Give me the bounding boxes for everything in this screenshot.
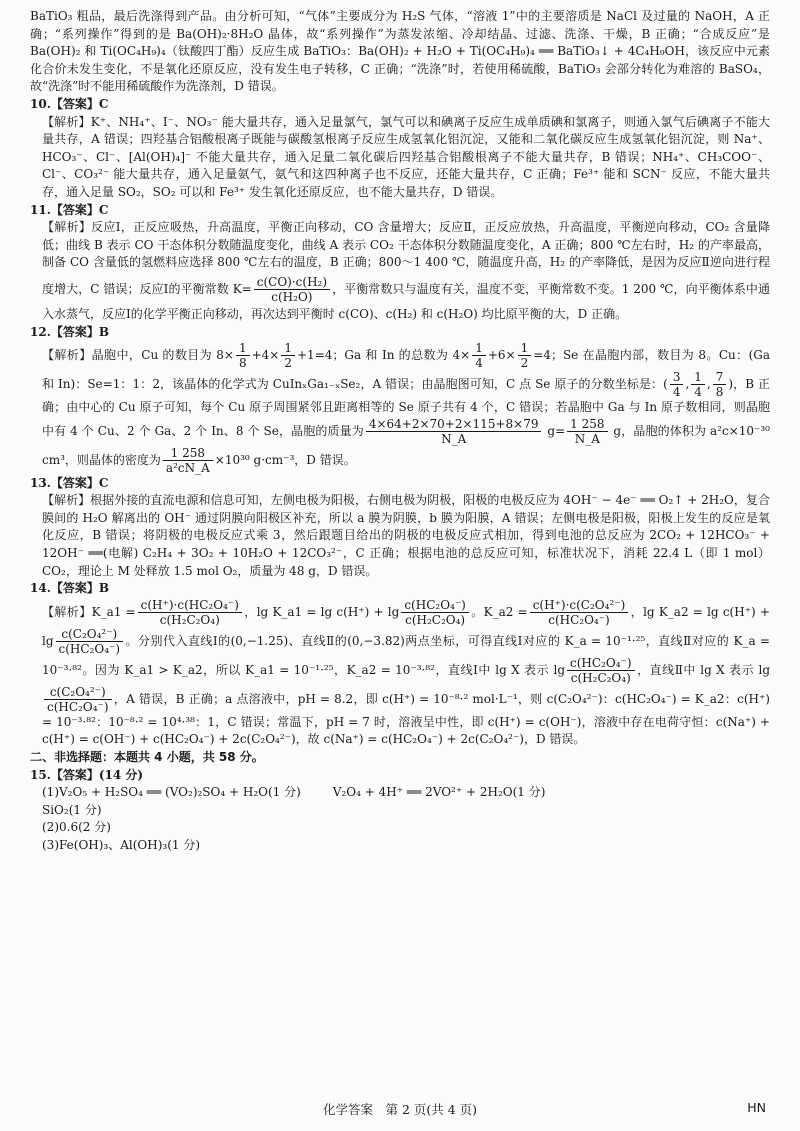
q14-text-3: 。K_a2 = — [470, 604, 528, 619]
frac-den: c(HC₂O₄⁻) — [47, 699, 109, 714]
page-content — [30, 8, 770, 855]
q15-line-2: SiO₂(1 分) — [42, 802, 102, 817]
q12-text-8: g，晶胞的体积为 a²c×10⁻³⁰ cm³，则晶体的密度为 — [42, 423, 770, 467]
q12-text-7: g= — [543, 423, 566, 438]
q11-k-prefix: K= — [232, 281, 252, 296]
q12-text-2: +4× — [251, 348, 280, 363]
q11-analysis — [30, 219, 770, 323]
frac-num: 1 — [691, 370, 705, 385]
q11-text-a: 【解析】反应Ⅰ，正反应吸热，升高温度，平衡正向移动，CO 含量增大；反应Ⅱ，正反应放热，升高温度，平衡逆向移动，CO₂ 含量降低；曲线 B 表示 CO 干态体积分数随温度变化，曲线 A 表示 CO₂ 干态体积分数随温度变化，A 正确；800 ℃左右时，H₂ 的产率最高，制备 CO 含量低的氢燃料应选择 800 ℃左右的温度，B 正确；800～1 400 ℃，随温度升高，H₂ 的产率降低，是因为反应Ⅱ逆向进行程度增大，C 错误；反应Ⅰ的平衡常数 — [42, 220, 770, 296]
q12-text-3: +1=4；Ga 和 In 的总数为 4× — [297, 348, 471, 363]
q14-text-2: ，lg K_a1 = lg c(H⁺) + lg — [243, 604, 400, 619]
q14-text-5: lg c(H⁺) + lg — [42, 604, 770, 648]
frac-den: 8 — [238, 356, 247, 371]
frac-num: c(C₂O₄²⁻) — [44, 685, 112, 700]
q14-text-7: ，直线Ⅱ中 lg X 表示 lg — [636, 662, 770, 677]
q10-analysis: 【解析】K⁺、NH₄⁺、I⁻、NO₃⁻ 能大量共存，通入足量氯气，氯气可以和碘离子反应生成单质碘和氯离子，则通入氯气后碘离子不能大量共存，A 错误；四羟基合铝酸根离子既能与碳酸氢根离子反应生成氢氧化铝沉淀，又能和二氧化碳反应生成氢氧化铝沉淀，则 Na⁺、HCO₃⁻、Cl⁻、[Al(OH)₄]⁻ 不能大量共存，通入足量二氧化碳后四羟基合铝酸根离子不能大量共存，B 错误；NH₄⁺、CH₃COO⁻、Cl⁻、CO₃²⁻ 能大量共存，通入足量氨气，氨气和这四种离子也不反应，还能大量共存，C 正确；Fe³⁺ 能和 SCN⁻ 反应，不能大量共存，通入足量 SO₂，SO₂ 可以和 Fe³⁺ 发生氧化还原反应，也不能大量共存，D 错误。 — [42, 114, 770, 199]
frac-num: c(HC₂O₄⁻) — [401, 598, 469, 613]
frac-num: 1 — [236, 341, 250, 356]
frac-den: c(H₂C₂O₄) — [405, 612, 466, 627]
frac-num: 1 — [518, 341, 532, 356]
q11-k-numerator: c(CO)·c(H₂) — [254, 275, 330, 290]
frac-num: c(H⁺)·c(HC₂O₄⁻) — [138, 598, 242, 613]
q11-text-b: ，平衡常数只与温度有关，温度不变，平衡常数不变。1 200 ℃，向平衡体系中通入水蒸气，反应Ⅰ的化学平衡正向移动，再次达到平衡时 c(CO)、c(H₂) 和 c(H₂O) 均比原平衡的大，D 正确。 — [42, 281, 770, 321]
q12-analysis: 【解析】晶胞中，Cu 的数目为 8× $\frac{1}{8}$ +4× $\frac{1}{2}$ +1=4；Ga 和 In 的总数为 4× $\frac{1}{4}$ +6× $\frac{1}{2}$ =4；Se 在晶胞内部，数目为 8。Cu：(Ga 和 In)：Se=1：1：2，该晶体的化学式为 CuInₓGa₁₋ₓSe₂，A 错误；由晶胞图可知，C 点 Se 原子的分数坐标是：( $\frac{3}{4}$ , $\frac{1}{4}$ , $\frac{7}{8}$ )，B 正确；由中心的 Cu 原子可知，每个 Cu 原子周围紧邻且距离相等的 Se 原子共有 4 个，C 错误；若晶胞中 Ga 与 In 原子数相同，则晶胞中有 4 个 Cu、2 个 Ga、2 个 In、8 个 Se，晶胞的质量为 $\frac{4\times 64+2\times 70+2\times 115+8\times 79}{N\_A}$ g= $\frac{1 258}{N\_A}$ g，晶胞的体积为 a²c×10⁻³⁰ cm³，则晶体的密度为 $\frac{1 258}{\text{a²cN\_A}}$ ×10³⁰ g·cm⁻³，D 错误。 — [42, 341, 770, 475]
q12-text-4: +6× — [487, 348, 516, 363]
q15-line-4: (3)Fe(OH)₃、Al(OH)₃(1 分) — [42, 838, 201, 852]
frac-den: c(HC₂O₄⁻) — [58, 641, 121, 656]
q12-frac-one-eighth — [236, 341, 250, 370]
frac-den: c(H₂C₂O₄) — [570, 670, 631, 685]
frac-den: 4 — [694, 385, 702, 400]
frac-num: 1 — [472, 341, 486, 356]
frac-den: 2 — [520, 356, 529, 371]
footer-region-code: HN — [747, 1100, 766, 1115]
section-2-heading: 二、非选择题：本题共 4 小题，共 58 分。 — [30, 750, 264, 765]
q12-text-6: )，B 正确；由中心的 Cu 原子可知，每个 Cu 原子周围紧邻且距离相等的 Se 原子共有 4 个，C 错误；若晶胞中 Ga 与 In 原子数相同，则晶胞中有 4 个 Cu、2 个 Ga、2 个 In、8 个 Se，晶胞的质量为 — [42, 377, 770, 438]
q12-mass-fraction — [366, 417, 542, 446]
q12-frac-one-half-b — [518, 341, 532, 370]
frac-num: 7 — [713, 370, 727, 385]
q11-k-fraction — [254, 275, 330, 304]
q14-lg1-fraction — [401, 598, 469, 627]
footer-page-label: 化学答案 第 2 页(共 4 页) — [322, 1102, 478, 1117]
q9-continuation: BaTiO₃ 粗品，最后洗涤得到产品。由分析可知，“气体”主要成分为 H₂S 气体，“溶液 1”中的主要溶质是 NaCl 及过量的 NaOH，A 正确；“系列操作”得到的是 Ba(OH)₂·8H₂O 晶体，故“系列操作”为蒸发浓缩、冷却结晶、过滤、洗涤、干燥，B 正确；“合成反应”是 Ba(OH)₂ 和 Ti(OC₄H₉)₄（钛酸四丁酯）反应生成 BaTiO₃：Ba(OH)₂ + H₂O + Ti(OC₄H₉)₄ ══ BaTiO₃↓ + 4C₄H₉OH，该反应中元素化合价未发生变化，不是氧化还原反应，没有发生电子转移，C 正确；“洗涤”时，若使用稀硫酸，BaTiO₃ 会部分转化为难溶的 BaSO₄，故“洗涤”时不能用稀硫酸作为洗涤剂，D 错误。 — [30, 9, 770, 94]
q12-frac-one-quarter — [472, 341, 486, 370]
q12-coord-y — [691, 370, 705, 399]
q14-lg2-fraction — [56, 627, 124, 656]
page-footer — [0, 1100, 800, 1118]
q15-line-1 — [30, 784, 770, 802]
q14-answer: 14.【答案】B — [30, 581, 110, 596]
frac-num: 1 — [281, 341, 295, 356]
frac-den: N_A — [574, 431, 600, 446]
frac-num: c(HC₂O₄⁻) — [567, 656, 635, 671]
q14-lg3-fraction — [567, 656, 635, 685]
q12-density-fraction — [163, 446, 213, 475]
q15-answer: 15.【答案】(14 分) — [30, 767, 144, 782]
q11-answer: 11.【答案】C — [30, 202, 109, 217]
q12-coord-z — [713, 370, 727, 399]
q14-lg4-fraction — [44, 685, 112, 714]
frac-den: 2 — [284, 356, 292, 371]
q12-text-9: ×10³⁰ g·cm⁻³，D 错误。 — [214, 452, 356, 467]
q11-k-expression — [232, 274, 332, 304]
q13-analysis: 【解析】根据外接的直流电源和信息可知，左侧电极为阳极，右侧电极为阴极，阳极的电极反应为 4OH⁻ − 4e⁻ ══ O₂↑ + 2H₂O，复合膜间的 H₂O 解离出的 OH⁻ 通过阴膜向阳极区补充，所以 a 膜为阴膜，b 膜为阳膜，A 错误；左侧电极是阳极，阳极上发生的反应是氧化反应，B 错误；将阴极的电极反应式乘 3，然后跟题目给出的阴极的电极反应式相加，得到电池的总反应为 2CO₂ + 12HCO₃⁻ + 12OH⁻ ══(电解) C₂H₄ + 3O₂ + 10H₂O + 12CO₃²⁻，C 正确；根据电池的总反应可知，标准状况下，消耗 22.4 L（即 1 mol）CO₂，理论上 M 处释放 1.5 mol O₂，质量为 48 g，D 错误。 — [42, 493, 770, 578]
frac-num: c(H⁺)·c(C₂O₄²⁻) — [530, 598, 629, 613]
q12-text-1: 【解析】晶胞中，Cu 的数目为 8× — [42, 348, 234, 363]
q12-text-5: =4；Se 在晶胞内部，数目为 8。Cu：(Ga 和 In)：Se=1：1：2，该晶体的化学式为 CuInₓGa₁₋ₓSe₂，A 错误；由晶胞图可知，C 点 Se 原子的分数坐标是：( — [42, 348, 770, 392]
q10-answer: 10.【答案】C — [30, 96, 109, 111]
frac-num: 1 258 — [163, 446, 213, 461]
q15-line-3: (2)0.6(2 分) — [42, 820, 111, 835]
q14-ka2-fraction — [530, 598, 629, 627]
q12-frac-one-half — [281, 341, 295, 370]
q11-k-denominator: c(H₂O) — [271, 289, 313, 304]
q14-text-6: 。分别代入直线Ⅰ的(0,−1.25)、直线Ⅱ的(0,−3.82)两点坐标，可得直线Ⅰ对应的 K_a = 10⁻¹·²⁵，直线Ⅱ对应的 K_a = 10⁻³·⁸²。因为 K_a1 > K_a2，所以 K_a1 = 10⁻¹·²⁵，K_a2 = 10⁻³·⁸²，直线Ⅰ中 lg X 表示 lg — [42, 633, 770, 677]
q14-analysis — [30, 598, 770, 749]
q15-eq-1: (1)V₂O₅ + H₂SO₄ ══ (VO₂)₂SO₄ + H₂O(1 分) — [42, 785, 301, 800]
frac-num: 4×64+2×70+2×115+8×79 — [366, 417, 542, 432]
frac-den: 4 — [475, 356, 483, 371]
q12-answer: 12.【答案】B — [30, 324, 110, 339]
frac-den: 8 — [715, 385, 724, 400]
q13-answer: 13.【答案】C — [30, 475, 109, 490]
frac-num: 1 258 — [567, 417, 607, 432]
frac-num: c(C₂O₄²⁻) — [56, 627, 124, 642]
frac-den: c(H₂C₂O₄) — [159, 612, 220, 627]
q15-eq-2: V₂O₄ + 4H⁺ ══ 2VO²⁺ + 2H₂O(1 分) — [332, 785, 546, 800]
q12-coord-x — [670, 370, 684, 399]
q12-mass-simplified — [567, 417, 607, 446]
frac-num: 3 — [670, 370, 684, 385]
frac-den: N_A — [441, 431, 467, 446]
q14-text-8: ，A 错误，B 正确；a 点溶液中，pH = 8.2，即 c(H⁺) = 10⁻⁸·² mol·L⁻¹，则 c(C₂O₄²⁻)：c(HC₂O₄⁻) = K_a2：c(H⁺) = 10⁻³·⁸²：10⁻⁸·² = 10⁴·³⁸：1，C 错误；常温下，pH = 7 时，溶液呈中性，即 c(H⁺) = c(OH⁻)，溶液中存在电荷守恒：c(Na⁺) + c(H⁺) = c(OH⁻) + c(HC₂O₄⁻) + 2c(C₂O₄²⁻)，故 c(Na⁺) = c(HC₂O₄⁻) + 2c(C₂O₄²⁻)，D 错误。 — [42, 691, 770, 747]
q14-ka1-fraction — [138, 598, 242, 627]
q14-text-1: 【解析】K_a1 = — [42, 604, 136, 619]
frac-den: 4 — [672, 385, 681, 400]
frac-den: c(HC₂O₄⁻) — [548, 612, 610, 627]
q14-text-4: ，lg K_a2 = — [630, 604, 703, 619]
frac-den: a²cN_A — [165, 460, 210, 475]
